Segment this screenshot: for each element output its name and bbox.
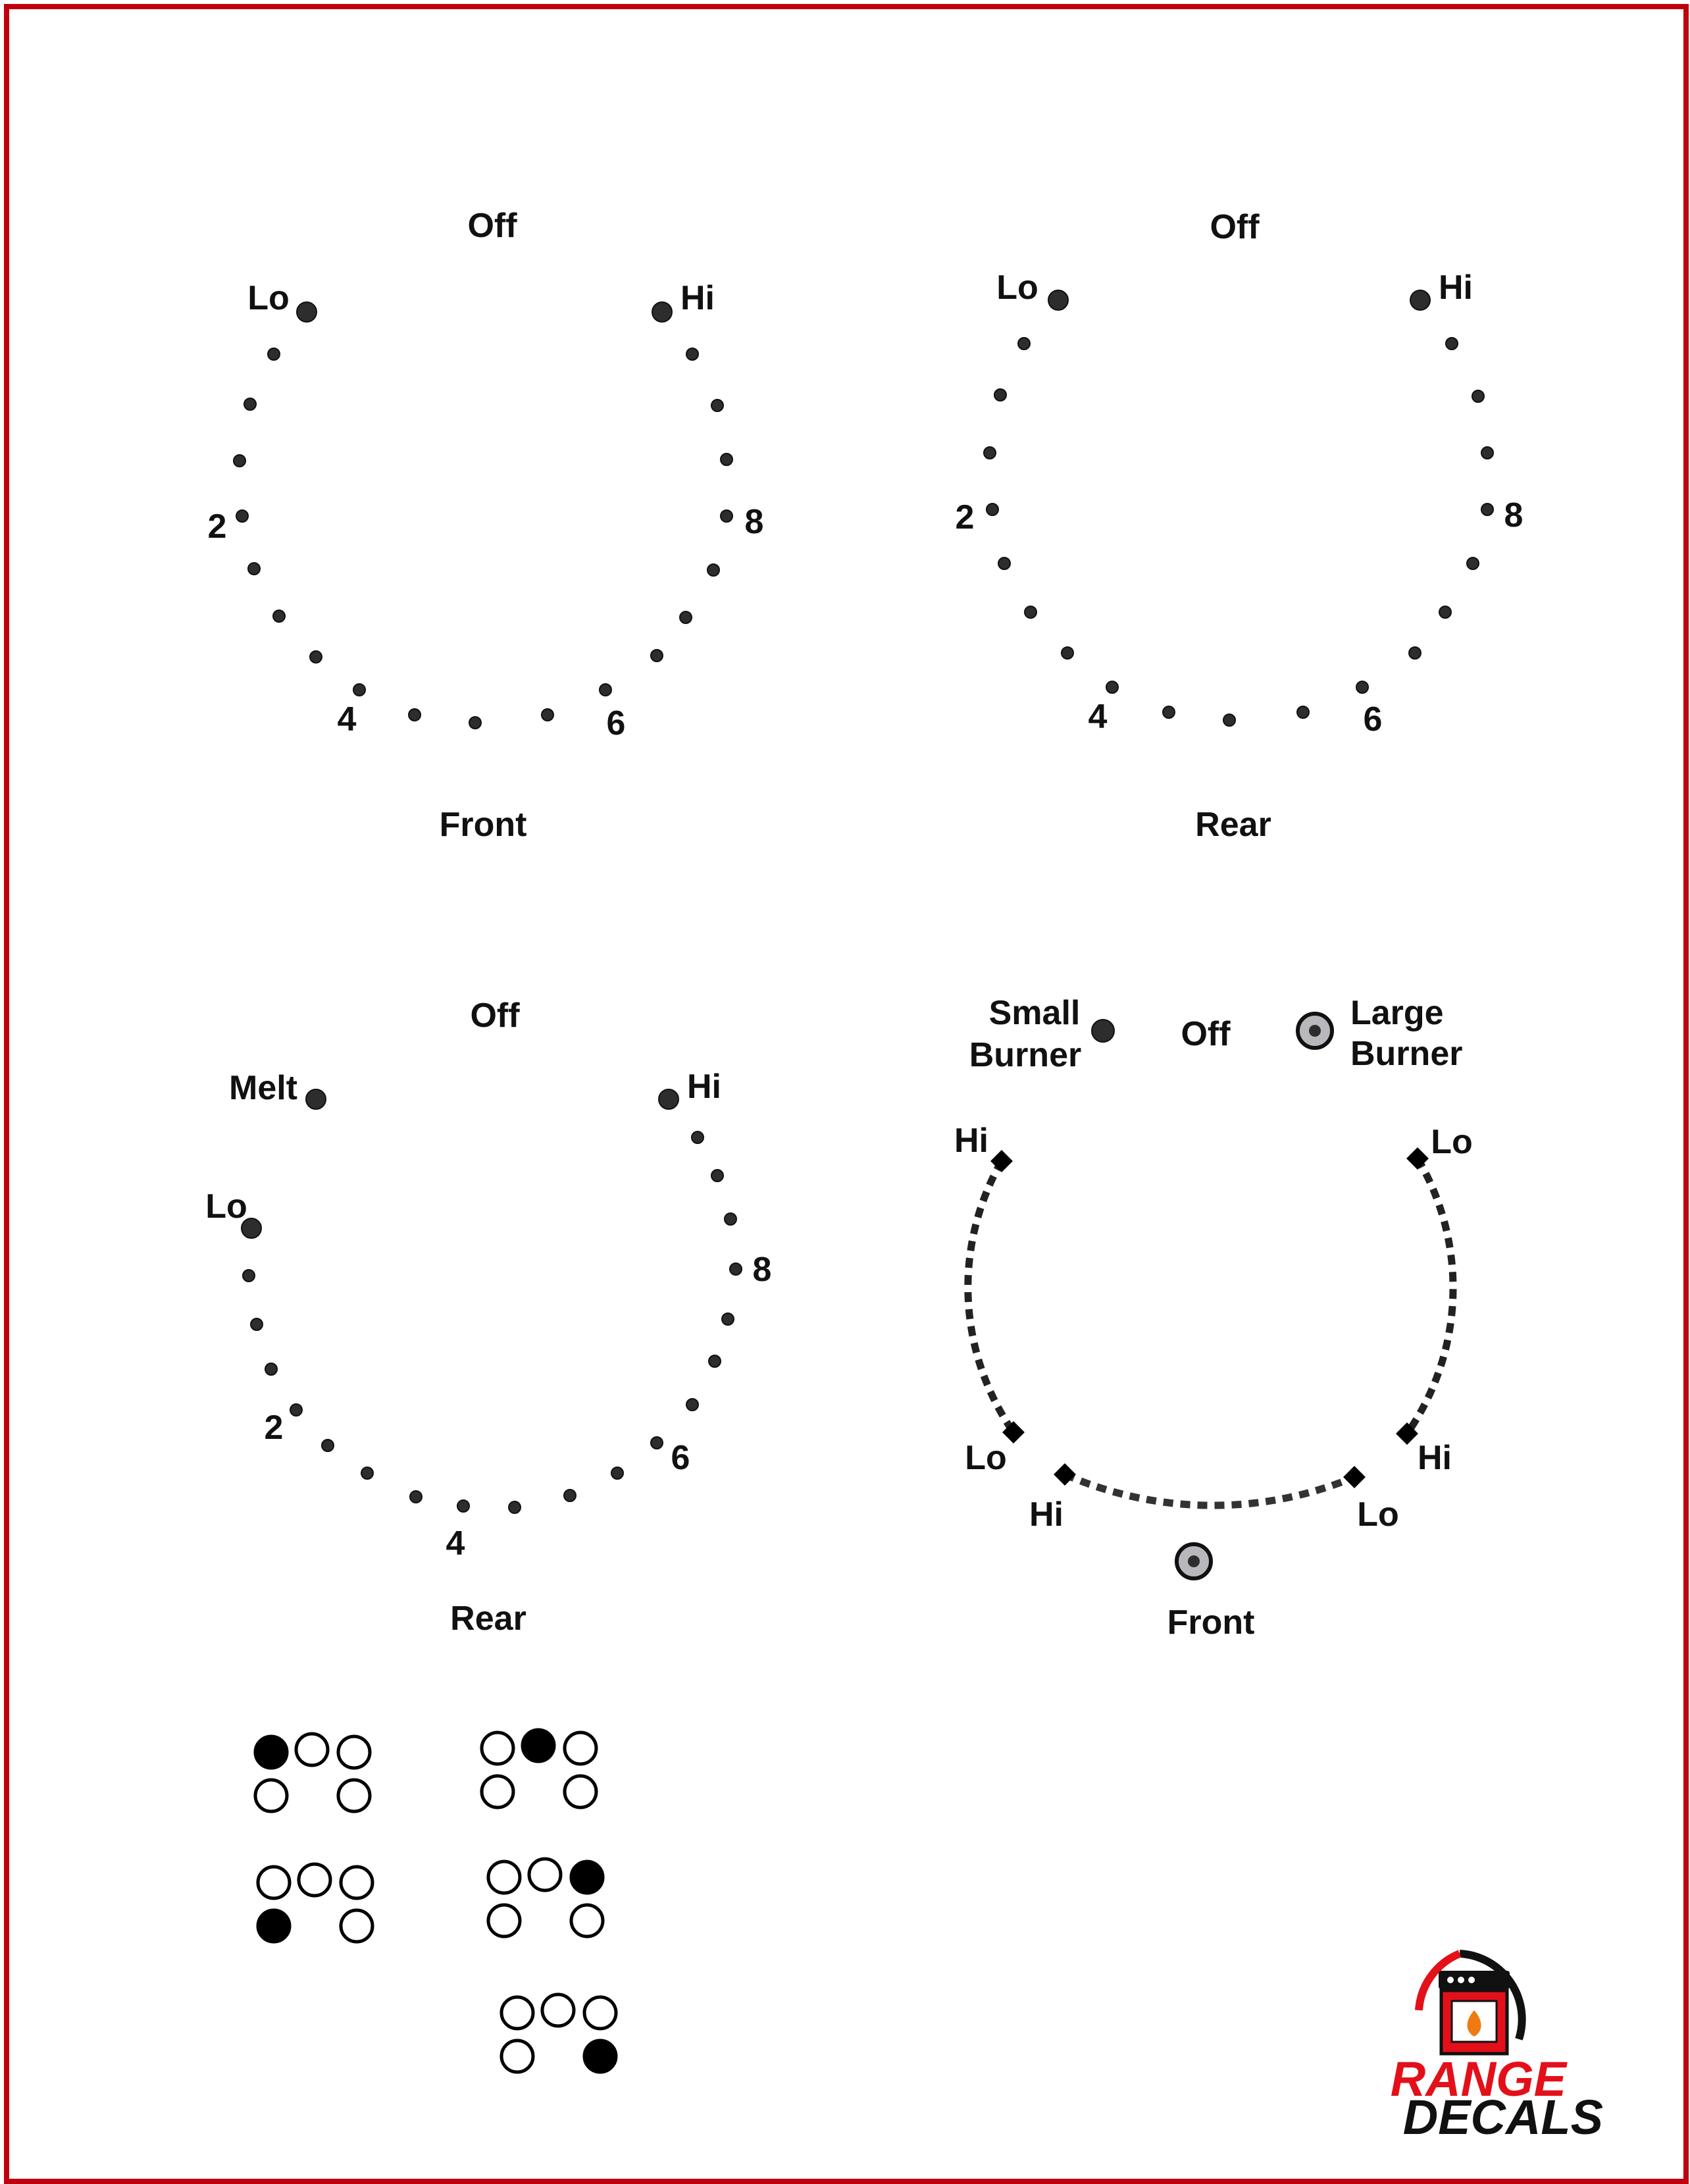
inactive-burner-circle: [565, 1732, 596, 1764]
setting-8-label: 8: [1504, 496, 1524, 534]
large-burner-label-line1: Large: [1350, 994, 1444, 1032]
dial-dot: [680, 611, 692, 623]
inactive-burner-circle: [542, 1994, 574, 2026]
position-label: Rear: [1195, 806, 1271, 844]
dial-dot: [984, 447, 996, 459]
inactive-burner-circle: [501, 2041, 533, 2072]
inactive-burner-circle: [341, 1867, 372, 1898]
inactive-burner-circle: [529, 1859, 561, 1890]
dial-dot: [686, 348, 698, 360]
hi-label: Hi: [1029, 1495, 1063, 1534]
lo-label: Lo: [247, 279, 290, 317]
position-label: Rear: [450, 1599, 526, 1638]
dial-dot: [611, 1467, 623, 1479]
lo-label: Lo: [1357, 1495, 1399, 1534]
dial-dot: [353, 684, 365, 696]
dial-dot: [1439, 606, 1451, 618]
dial-dot: [1048, 290, 1068, 310]
lo-label: Lo: [1431, 1123, 1473, 1161]
dial-dot: [469, 717, 481, 729]
active-burner-circle: [523, 1730, 554, 1761]
dial-dot: [310, 651, 322, 663]
dial-dots: [984, 290, 1493, 726]
dial-dot: [722, 1313, 734, 1325]
dial-dot: [268, 348, 280, 360]
setting-2-label: 2: [207, 507, 227, 546]
off-label: Off: [470, 997, 520, 1035]
inactive-burner-circle: [338, 1780, 370, 1811]
dial-dot: [1356, 681, 1368, 693]
arc-endpoint-marker: [1406, 1147, 1429, 1170]
inactive-burner-circle: [482, 1732, 513, 1764]
dial-dot: [986, 504, 998, 515]
dial-dot: [711, 400, 723, 411]
hi-label: Hi: [1418, 1439, 1452, 1477]
logo-text-decals: DECALS: [1402, 2090, 1603, 2145]
dial-dot: [1062, 647, 1073, 659]
inactive-burner-circle: [299, 1864, 330, 1896]
dial-dot: [1481, 504, 1493, 515]
dial-dot: [290, 1404, 302, 1416]
off-label: Off: [467, 207, 517, 245]
lo-label: Lo: [996, 269, 1038, 307]
dial-dot: [1297, 706, 1309, 718]
setting-2-label: 2: [264, 1409, 284, 1447]
dial-dot: [234, 455, 245, 467]
dial-dot: [244, 398, 256, 410]
inactive-burner-circle: [571, 1905, 603, 1937]
off-label: Off: [1210, 208, 1260, 246]
dial-dot: [692, 1131, 704, 1143]
inactive-burner-circle: [341, 1910, 372, 1942]
small-burner-dot: [1092, 1020, 1114, 1042]
small-burner-label-line2: Burner: [969, 1036, 1082, 1074]
burner-indicators: [255, 1730, 616, 2072]
dial-dot: [725, 1213, 736, 1225]
position-label: Front: [1167, 1603, 1255, 1642]
dial-dot: [409, 709, 421, 721]
dial-dot: [265, 1363, 277, 1375]
dial-dot: [998, 558, 1010, 569]
arc-endpoint-marker: [1343, 1466, 1366, 1488]
dial-dot: [251, 1318, 263, 1330]
dial-dot: [707, 564, 719, 576]
large-burner-label-line2: Burner: [1350, 1035, 1463, 1073]
dial-dot: [273, 610, 285, 622]
rear-right-dial: [956, 208, 1524, 844]
dial-dot: [652, 302, 672, 322]
hi-label: Hi: [687, 1068, 721, 1106]
burner-indicator-right-front: [501, 1994, 616, 2072]
bottom-arc: [1065, 1474, 1354, 1505]
dial-dot: [659, 1089, 679, 1109]
inactive-burner-circle: [482, 1776, 513, 1807]
lo-label: Lo: [205, 1187, 247, 1226]
logo-text-range: RANGE: [1390, 2052, 1566, 2106]
dial-dot: [509, 1501, 521, 1513]
dial-dot: [994, 389, 1006, 401]
burner-indicator-center-rear: [482, 1730, 596, 1807]
large-burner-ring-center: [1309, 1025, 1321, 1037]
dial-dots: [234, 302, 732, 729]
hi-label: Hi: [1439, 269, 1473, 307]
dial-dot: [721, 454, 732, 465]
dial-dot: [564, 1490, 576, 1501]
lo-label: Lo: [965, 1439, 1007, 1477]
dial-dot: [306, 1089, 326, 1109]
dial-dot: [297, 302, 317, 322]
dial-dot: [248, 563, 260, 575]
setting-8-label: 8: [744, 503, 764, 541]
dial-dot: [1472, 390, 1484, 402]
off-label: Off: [1181, 1015, 1231, 1053]
front-ring-center: [1188, 1555, 1200, 1567]
arc-endpoint-marker: [990, 1150, 1013, 1172]
setting-6-label: 6: [1363, 700, 1383, 739]
setting-6-label: 6: [606, 704, 626, 742]
position-label: Front: [439, 806, 527, 844]
dial-dot: [721, 510, 732, 522]
dial-dot: [1446, 338, 1458, 350]
dial-dot: [651, 650, 663, 662]
active-burner-circle: [584, 2041, 616, 2072]
arc-endpoint-marker: [1054, 1463, 1076, 1486]
hi-label: Hi: [680, 279, 715, 317]
dial-dot: [709, 1355, 721, 1367]
small-burner-label-line1: Small: [988, 994, 1081, 1032]
small-burner-arc: [968, 1161, 1013, 1432]
warmer-rear-dial: [205, 997, 771, 1638]
dial-dot: [1223, 714, 1235, 726]
dial-dot: [1106, 681, 1118, 693]
inactive-burner-circle: [258, 1867, 290, 1898]
hi-label: Hi: [954, 1122, 988, 1160]
burner-indicator-right-rear: [488, 1859, 603, 1937]
dial-dot: [730, 1263, 742, 1275]
front-left-dial: [208, 207, 764, 844]
stove-knob-icon: [1447, 1977, 1454, 1983]
stove-knob-icon: [1468, 1977, 1475, 1983]
dial-dot: [1025, 606, 1037, 618]
setting-4-label: 4: [337, 700, 357, 739]
dial-dot: [1481, 447, 1493, 459]
dial-dot: [236, 510, 248, 522]
inactive-burner-circle: [488, 1905, 520, 1937]
dual-burner-dial: [954, 994, 1473, 1642]
burner-indicator-left-rear: [255, 1734, 370, 1811]
dial-dot: [410, 1491, 422, 1503]
stove-knob-icon: [1458, 1977, 1464, 1983]
active-burner-circle: [255, 1736, 287, 1768]
setting-4-label: 4: [446, 1524, 465, 1563]
burner-indicator-left-front: [258, 1864, 372, 1942]
dial-dot: [542, 709, 553, 721]
dial-dot: [1163, 706, 1175, 718]
inactive-burner-circle: [565, 1776, 596, 1807]
range-decals-logo: [1391, 1954, 1603, 2145]
setting-6-label: 6: [671, 1439, 690, 1477]
dial-dot: [711, 1170, 723, 1182]
melt-label: Melt: [229, 1069, 297, 1107]
dial-dot: [1409, 647, 1421, 659]
inactive-burner-circle: [584, 1997, 616, 2029]
dial-dot: [361, 1467, 373, 1479]
dial-dot: [243, 1270, 255, 1282]
inactive-burner-circle: [296, 1734, 328, 1765]
large-burner-arc: [1407, 1158, 1453, 1434]
dial-dots: [242, 1089, 742, 1513]
inactive-burner-circle: [501, 1997, 533, 2029]
dial-dot: [1467, 558, 1479, 569]
inactive-burner-circle: [255, 1780, 287, 1811]
dial-dot: [457, 1500, 469, 1512]
active-burner-circle: [258, 1910, 290, 1942]
inactive-burner-circle: [338, 1736, 370, 1768]
dial-dot: [686, 1399, 698, 1411]
dial-dot: [1018, 338, 1030, 350]
dial-dot: [322, 1440, 334, 1451]
setting-8-label: 8: [752, 1251, 772, 1289]
setting-2-label: 2: [955, 498, 975, 536]
inactive-burner-circle: [488, 1861, 520, 1893]
active-burner-circle: [571, 1861, 603, 1893]
dial-dot: [651, 1437, 663, 1449]
dial-dot: [600, 684, 611, 696]
dial-dot: [1410, 290, 1430, 310]
setting-4-label: 4: [1088, 698, 1108, 736]
